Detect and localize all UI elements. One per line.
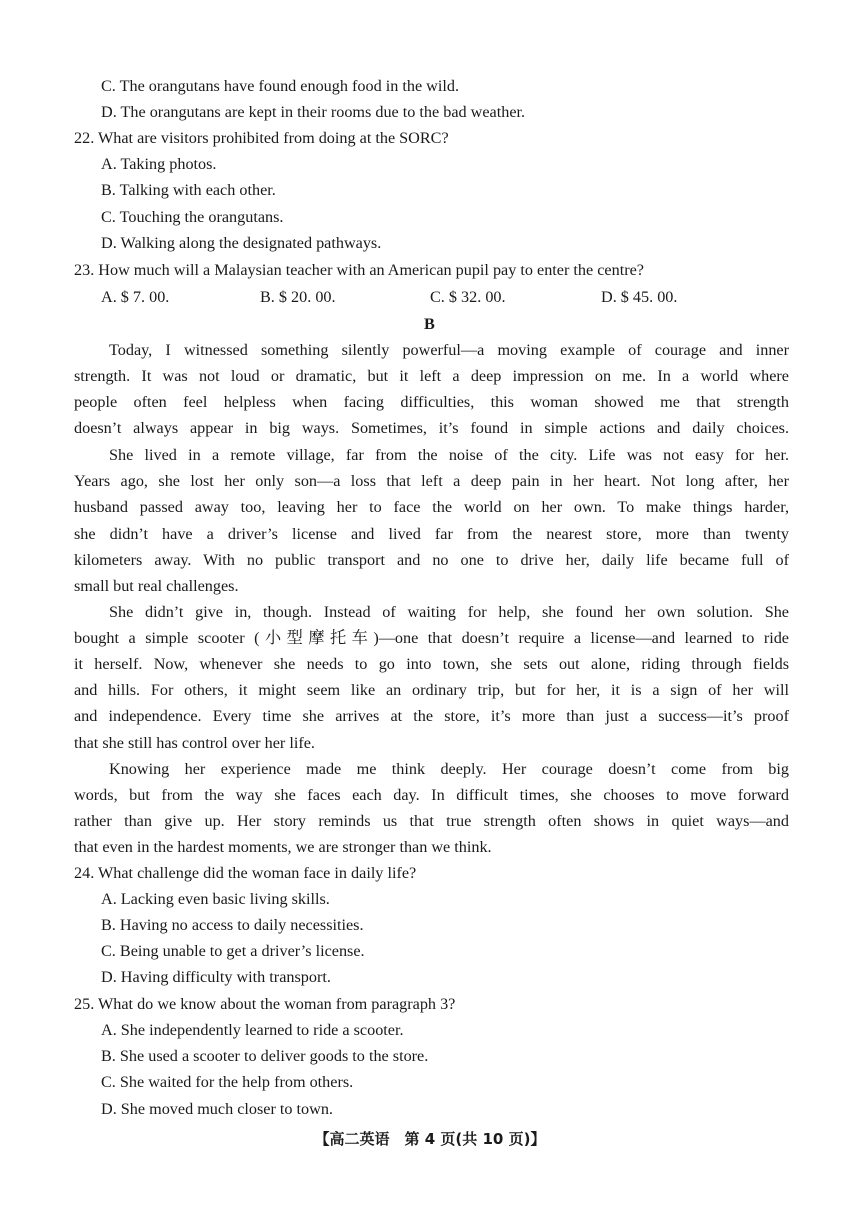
question-22-stem: 22. What are visitors prohibited from doing at the SORC? [74, 129, 449, 147]
question-24-option-b: B. Having no access to daily necessities. [101, 916, 364, 934]
passage-line: and hills. For others, it might seem like an ordinary trip, but for her, it is a sign of her will [74, 681, 789, 699]
question-25-option-d: D. She moved much closer to town. [101, 1100, 333, 1118]
question-24-stem: 24. What challenge did the woman face in daily life? [74, 864, 417, 882]
section-b-heading: B [424, 315, 435, 333]
passage-line: husband passed away too, leaving her to face the world on her own. To make things harder, [74, 498, 789, 516]
question-25-stem: 25. What do we know about the woman from paragraph 3? [74, 995, 456, 1013]
question-23-option-a: A. $ 7. 00. [101, 288, 170, 306]
prev-option-c: C. The orangutans have found enough food in the wild. [101, 77, 460, 95]
passage-line: Years ago, she lost her only son—a loss that left a deep pain in her heart. Not long after, her [74, 472, 789, 490]
page-footer: 【高二英语 第 4 页(共 10 页)】 [314, 1130, 546, 1148]
question-25-option-a: A. She independently learned to ride a scooter. [101, 1021, 404, 1039]
question-24-option-c: C. Being unable to get a driver’s license. [101, 942, 365, 960]
passage-line: people often feel helpless when facing difficulties, this woman showed me that strength [74, 393, 789, 411]
passage-line: and independence. Every time she arrives at the store, it’s more than just a success—it’s proof [74, 707, 789, 725]
prev-option-d: D. The orangutans are kept in their rooms due to the bad weather. [101, 103, 526, 121]
question-23-option-d: D. $ 45. 00. [601, 288, 678, 306]
question-24-option-d: D. Having difficulty with transport. [101, 968, 331, 986]
question-25-option-b: B. She used a scooter to deliver goods to the store. [101, 1047, 429, 1065]
passage-line: rather than give up. Her story reminds us that true strength often shows in quiet ways—and [74, 812, 789, 830]
passage-line: She didn’t give in, though. Instead of waiting for help, she found her own solution. She [109, 603, 789, 621]
passage-line: that even in the hardest moments, we are stronger than we think. [74, 838, 492, 856]
passage-line: Knowing her experience made me think deeply. Her courage doesn’t come from big [109, 760, 789, 778]
passage-line: bought a simple scooter (小型摩托车)—one that doesn’t require a license—and learned to ride [74, 629, 789, 647]
question-22-option-c: C. Touching the orangutans. [101, 208, 284, 226]
question-25-option-c: C. She waited for the help from others. [101, 1073, 354, 1091]
question-24-option-a: A. Lacking even basic living skills. [101, 890, 330, 908]
passage-line: that she still has control over her life. [74, 734, 315, 752]
question-23-option-b: B. $ 20. 00. [260, 288, 336, 306]
passage-line: she didn’t have a driver’s license and lived far from the nearest store, more than twenty [74, 525, 789, 543]
passage-line: kilometers away. With no public transport and no one to drive her, daily life became full of [74, 551, 789, 569]
passage-line: strength. It was not loud or dramatic, but it left a deep impression on me. In a world where [74, 367, 789, 385]
question-23-option-c: C. $ 32. 00. [430, 288, 506, 306]
passage-line: it herself. Now, whenever she needs to go into town, she sets out alone, riding through fields [74, 655, 789, 673]
passage-line: doesn’t always appear in big ways. Sometimes, it’s found in simple actions and daily choices. [74, 419, 789, 437]
passage-line: Today, I witnessed something silently powerful—a moving example of courage and inner [109, 341, 789, 359]
passage-line: She lived in a remote village, far from the noise of the city. Life was not easy for her. [109, 446, 789, 464]
passage-line: words, but from the way she faces each day. In difficult times, she chooses to move forward [74, 786, 789, 804]
passage-line: small but real challenges. [74, 577, 239, 595]
question-22-option-b: B. Talking with each other. [101, 181, 276, 199]
question-23-stem: 23. How much will a Malaysian teacher with an American pupil pay to enter the centre? [74, 261, 644, 279]
question-22-option-a: A. Taking photos. [101, 155, 217, 173]
question-22-option-d: D. Walking along the designated pathways. [101, 234, 382, 252]
